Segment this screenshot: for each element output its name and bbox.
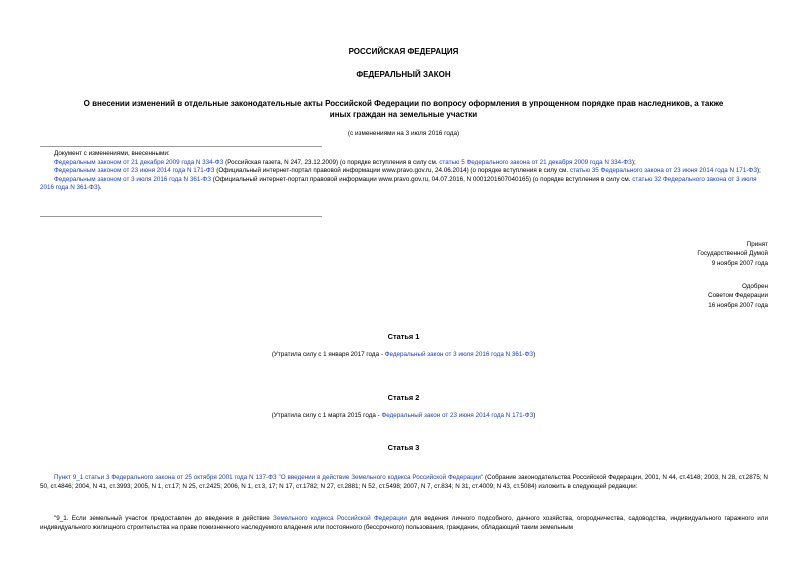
changes-bottom-rule xyxy=(40,216,322,217)
document-title xyxy=(40,99,767,120)
change-law-link[interactable]: Федеральным законом от 3 июля 2016 года N 361-ФЗ xyxy=(54,175,212,183)
article-3-p1 xyxy=(40,474,768,492)
approved-date: 16 ноября 2007 года xyxy=(708,301,768,309)
article-3-paragraph-1 xyxy=(40,474,768,492)
article-1-law-link[interactable]: Федеральный закон от 3 июля 2016 года N 361-ФЗ xyxy=(384,351,534,358)
document-type-heading: ФЕДЕРАЛЬНЫЙ ЗАКОН xyxy=(356,70,451,79)
article-3-title: Статья 3 xyxy=(387,443,420,452)
article-1-note-post: ) xyxy=(533,351,536,358)
article-3-p2-text: для ведения личного подсобного, дачного хозяйства, огородничества, садоводства, индивидуального гаражного или индивидуального жилищного строительства на праве пожизненного наследуемого владения или постоянного (бессрочного) пользования, гражданин, обладающий таким земельным xyxy=(40,515,769,531)
change-item xyxy=(40,167,768,176)
article-2-title: Статья 2 xyxy=(387,393,420,402)
change-article-link[interactable]: статью 32 Федерального закона от 3 июля 2016 года N 361-ФЗ xyxy=(40,175,757,192)
change-law-link[interactable]: Федеральным законом от 21 декабря 2009 года N 334-ФЗ xyxy=(54,158,224,166)
article-2-note-post: ) xyxy=(533,412,536,419)
change-article-link[interactable]: статью 35 Федерального закона от 23 июня 2014 года N 171-ФЗ xyxy=(569,167,758,175)
country-heading: РОССИЙСКАЯ ФЕДЕРАЦИЯ xyxy=(348,47,459,56)
change-tail: ); xyxy=(757,167,761,175)
adopted-block xyxy=(697,240,768,268)
approved-block xyxy=(708,282,768,310)
adopted-body: Государственной Думой xyxy=(697,250,768,258)
change-text: (Официальный интернет-портал правовой информации www.pravo.gov.ru, 04.07.2016, N 0001201607040165) (о порядке вступления в силу см. xyxy=(211,175,633,183)
approved-label: Одобрен xyxy=(741,283,768,290)
article-3-p1-text: (Собрание законодательства Российской Федерации, 2001, N 44, ст.4148; 2003, N 28, ст.2875; N 50, ст.4846; 2004, N 41, ст.3993; 2005, N 1, ст.17; N 25, ст.2425; 2006, N 1, ст.3, 17; N 17, ст.1782; N 27, ст.2881; N 52, ст.5498; 2007, N 7, ст.834; N 31, ст.4009; N 43, ст.5084) изложить в следующей редакции: xyxy=(40,474,768,490)
adopted-label: Принят xyxy=(746,241,768,248)
changes-heading: Документ с изменениями, внесенными: xyxy=(54,150,170,157)
change-text: (Официальный интернет-портал правовой информации www.pravo.gov.ru, 24.06.2014) (о порядке вступления в силу см. xyxy=(214,167,570,175)
article-1-title: Статья 1 xyxy=(387,332,420,341)
changes-block xyxy=(40,150,768,193)
article-2-note xyxy=(40,412,767,419)
article-2-note-pre: (Утратила силу с 1 марта 2015 года - xyxy=(271,412,382,419)
change-item xyxy=(40,176,768,193)
article-1-note-pre: (Утратила силу с 1 января 2017 года - xyxy=(271,351,385,358)
document-title-line2: иных граждан на земельные участки xyxy=(329,109,478,119)
land-code-link[interactable]: Земельного кодекса Российской Федерации xyxy=(273,515,407,522)
change-item xyxy=(40,159,768,168)
article-3-paragraph-2 xyxy=(40,515,768,533)
article-3-p2-pre: "9_1. Если земельный участок предоставлен до введения в действие xyxy=(54,515,274,522)
article-2-law-link[interactable]: Федеральный закон от 23 июня 2014 года N 171-ФЗ xyxy=(381,412,534,419)
article-1-note xyxy=(40,351,767,358)
adopted-date: 9 ноября 2007 года xyxy=(711,259,768,267)
change-article-link[interactable]: статью 5 Федерального закона от 21 декабря 2009 года N 334-ФЗ xyxy=(439,158,632,166)
change-law-link[interactable]: Федеральным законом от 23 июня 2014 года N 171-ФЗ xyxy=(54,167,215,175)
document-title-line1: О внесении изменений в отдельные законодательные акты Российской Федерации по вопросу оформления в упрощенном порядке прав наследников, а также xyxy=(83,99,724,108)
approved-body: Советом Федерации xyxy=(708,292,768,300)
change-tail: ). xyxy=(97,184,102,192)
edition-note: (с изменениями на 3 июля 2016 года) xyxy=(347,130,460,137)
changes-top-rule xyxy=(40,146,322,147)
change-text: (Российская газета, N 247, 23.12.2009) (о порядке вступления в силу см. xyxy=(223,158,440,166)
change-tail: ); xyxy=(631,158,636,166)
article-3-amended-law-link[interactable]: Пункт 9_1 статьи 3 Федерального закона от 25 октября 2001 года N 137-ФЗ "О введении в действие Земельного кодекса Российской Федерации" xyxy=(54,474,484,481)
article-3-p2 xyxy=(40,515,768,533)
